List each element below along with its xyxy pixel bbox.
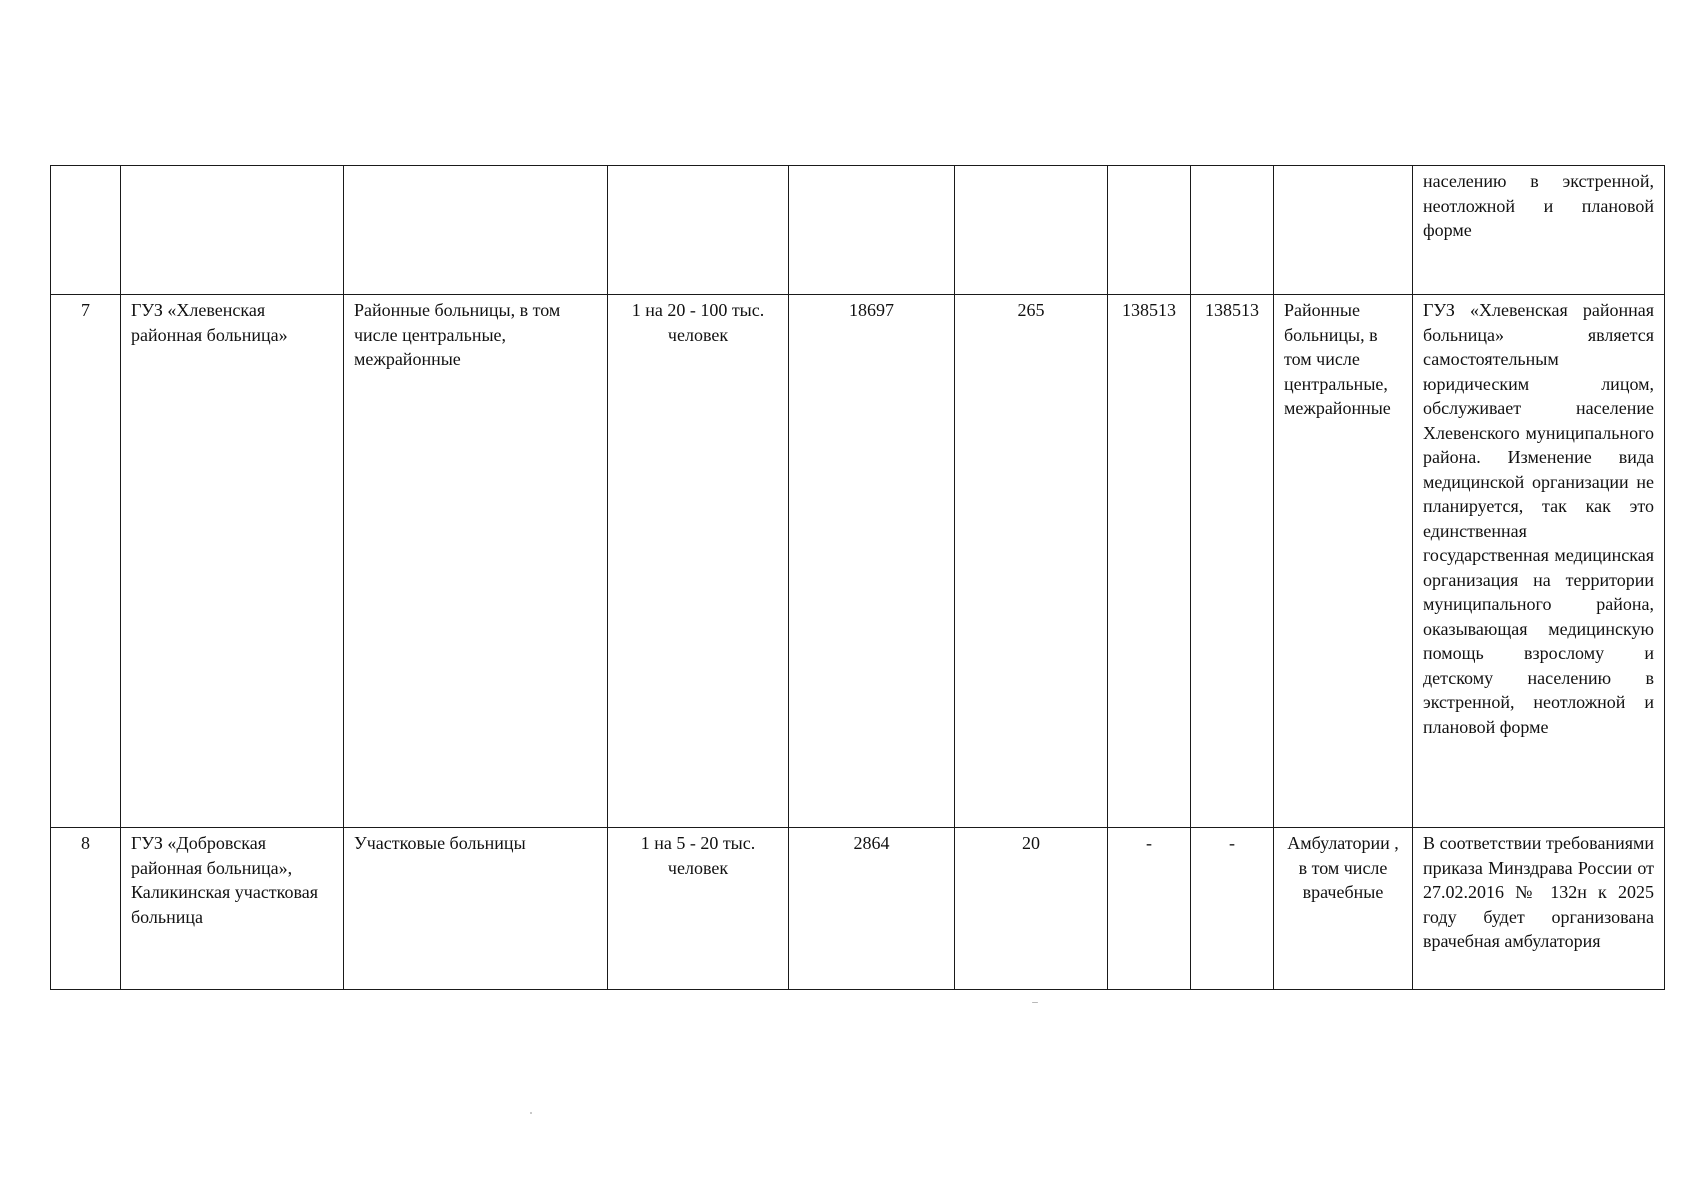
cell-col7: 138513: [1108, 295, 1191, 828]
cell-note: В соответствии требованиями приказа Минздрава России от 27.02.2016 № 132н к 2025 году будет организована врачебная амбулатория: [1413, 828, 1665, 990]
cell-col6: 265: [955, 295, 1108, 828]
cell-col9: Амбулатории , в том числе врачебные: [1274, 828, 1413, 990]
cell-col8: 138513: [1191, 295, 1274, 828]
cell-col5: [789, 166, 955, 295]
cell-col8: -: [1191, 828, 1274, 990]
cell-col7: -: [1108, 828, 1191, 990]
cell-col6: [955, 166, 1108, 295]
hospital-table: [50, 165, 1665, 990]
scan-speck: [1032, 1002, 1038, 1003]
cell-type: Районные больницы, в том числе центральные, межрайонные: [344, 295, 608, 828]
cell-org: ГУЗ «Добровская районная больница», Каликинская участковая больница: [121, 828, 344, 990]
cell-note: населению в экстренной, неотложной и плановой форме: [1413, 166, 1665, 295]
cell-norm: 1 на 5 - 20 тыс. человек: [608, 828, 789, 990]
cell-col6: 20: [955, 828, 1108, 990]
cell-col9: [1274, 166, 1413, 295]
table-row: [51, 295, 1665, 828]
table-row: [51, 828, 1665, 990]
cell-norm: [608, 166, 789, 295]
scan-speck: [530, 1112, 532, 1114]
cell-org: ГУЗ «Хлевенская районная больница»: [121, 295, 344, 828]
cell-org: [121, 166, 344, 295]
cell-col5: 18697: [789, 295, 955, 828]
cell-type: [344, 166, 608, 295]
cell-col5: 2864: [789, 828, 955, 990]
cell-num: 8: [51, 828, 121, 990]
cell-col7: [1108, 166, 1191, 295]
cell-num: [51, 166, 121, 295]
cell-num: 7: [51, 295, 121, 828]
cell-col9: Районные больницы, в том числе центральные, межрайонные: [1274, 295, 1413, 828]
cell-norm: 1 на 20 - 100 тыс. человек: [608, 295, 789, 828]
cell-col8: [1191, 166, 1274, 295]
cell-note: ГУЗ «Хлевенская районная больница» является самостоятельным юридическим лицом, обслуживает население Хлевенского муниципального района. Изменение вида медицинской организации не планируется, так как это единственная государственная медицинская организация на территории муниципального района, оказывающая медицинскую помощь взрослому и детскому населению в экстренной, неотложной и плановой форме: [1413, 295, 1665, 828]
table-row-continuation: [51, 166, 1665, 295]
cell-type: Участковые больницы: [344, 828, 608, 990]
